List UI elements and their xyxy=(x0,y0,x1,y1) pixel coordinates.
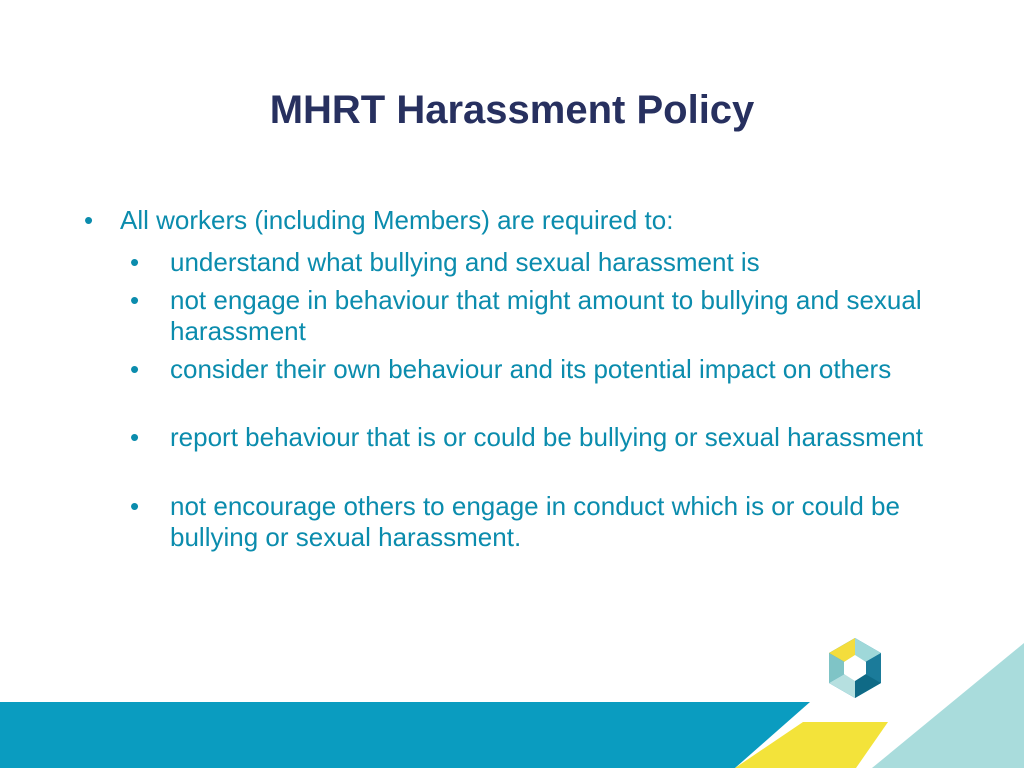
bullet-marker: • xyxy=(130,247,140,277)
list-item-text: report behaviour that is or could be bullying or sexual harassment xyxy=(170,422,923,452)
list-item-text: not engage in behaviour that might amount to bullying and sexual harassment xyxy=(170,285,922,346)
list-item-text: understand what bullying and sexual harassment is xyxy=(170,247,760,277)
bullet-marker: • xyxy=(130,422,140,452)
list-item-text: not encourage others to engage in conduct which is or could be bullying or sexual harassment. xyxy=(170,491,900,552)
bullet-marker: • xyxy=(130,354,140,384)
bullet-marker: • xyxy=(130,285,140,315)
bullet-marker: • xyxy=(84,205,94,235)
bullet-marker: • xyxy=(130,491,140,521)
list-item-text: consider their own behaviour and its potential impact on others xyxy=(170,354,892,384)
intro-text: All workers (including Members) are required to: xyxy=(120,205,674,235)
slide-title: MHRT Harassment Policy xyxy=(269,88,755,132)
footer-band-light xyxy=(872,643,1024,768)
hexagon-logo-icon xyxy=(829,638,881,698)
footer-band-blue xyxy=(0,702,810,768)
